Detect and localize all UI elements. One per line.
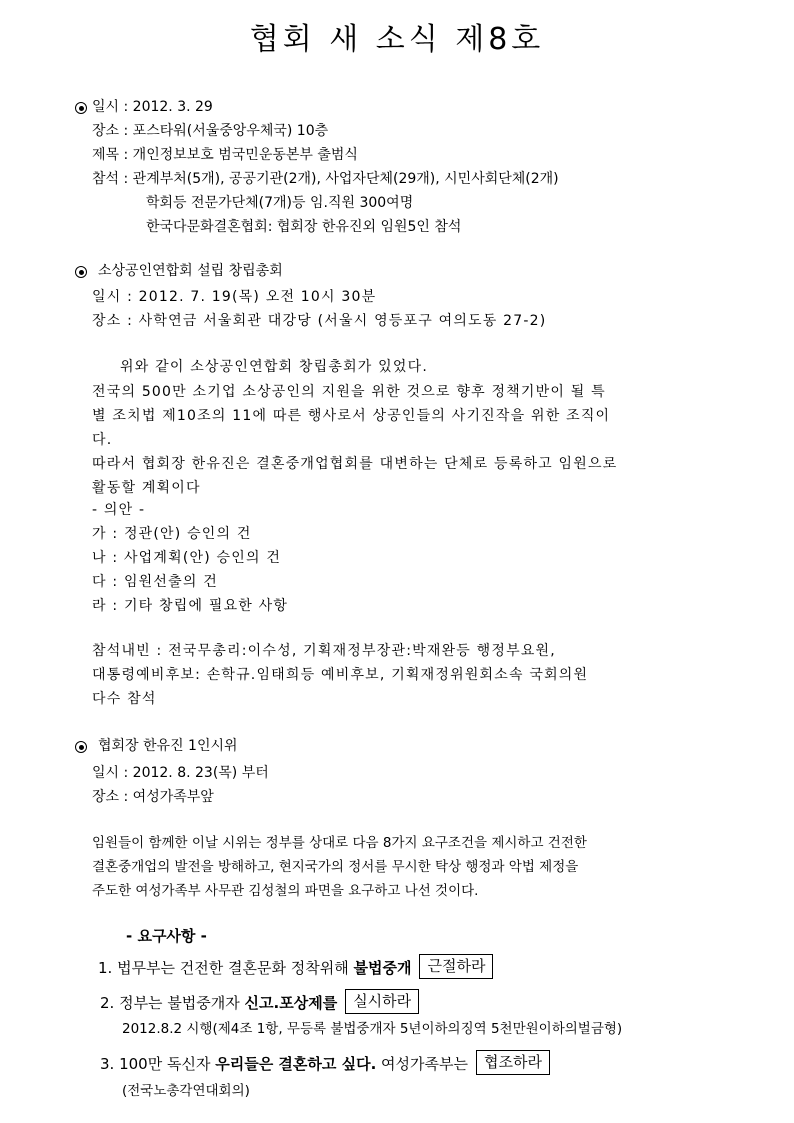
demand-1-box: 근절하라 [419, 954, 493, 979]
s3-para: 결혼중개업의 발전을 방해하고, 현지국가의 정서를 무시한 탁상 행정과 악법 제정을 [92, 859, 579, 875]
s2-para: 위와 같이 소상공인연합회 창립총회가 있었다. [120, 359, 429, 375]
s2-agenda-item: 나 : 사업계획(안) 승인의 건 [92, 550, 282, 566]
demand-1-text: 1. 법무부는 건전한 결혼문화 정착위해 [98, 959, 354, 977]
demands-heading: - 요구사항 - [126, 927, 207, 945]
demand-2-bold: 신고.포상제를 [244, 994, 338, 1012]
demand-2-note: 2012.8.2 시행(제4조 1항, 무등록 불법중개자 5년이하의징역 5천만원이하의벌금형) [122, 1021, 623, 1037]
s3-para: 임원들이 함께한 이날 시위는 정부를 상대로 다음 8가지 요구조건을 제시하고 건전한 [92, 835, 587, 851]
s2-para: 따라서 협회장 한유진은 결혼중개업협회를 대변하는 단체로 등록하고 임원으로 [92, 456, 618, 472]
demand-3-text: 3. 100만 독신자 [100, 1055, 216, 1073]
s2-para: 활동할 계획이다 [92, 480, 201, 496]
s2-agenda-item: 다 : 임원선출의 건 [92, 574, 218, 590]
s2-para: 다. [92, 432, 113, 448]
demand-3-note: (전국노총각연대회의) [122, 1083, 250, 1099]
s3-heading: 협회장 한유진 1인시위 [98, 738, 238, 754]
s2-para: 별 조치법 제10조의 11에 따른 행사로서 상공인들의 사기진작을 위한 조직이 [92, 408, 611, 424]
s2-guests: 참석내빈 : 전국무총리:이수성, 기획재정부장관:박재완등 행정부요원, [92, 643, 556, 659]
demand-1-bold: 불법중개 [353, 959, 412, 977]
s2-agenda-heading: - 의안 - [92, 502, 146, 518]
s3-date: 일시 : 2012. 8. 23(목) 부터 [92, 765, 269, 781]
s2-para: 전국의 500만 소기업 소상공인의 지원을 위한 것으로 향후 정책기반이 될 특 [92, 384, 606, 400]
demand-3 [100, 1050, 550, 1075]
demand-2 [100, 989, 419, 1014]
page-title: 협회 새 소식 제8호 [249, 22, 545, 57]
s1-attendees: 참석 : 관계부처(5개), 공공기관(2개), 사업자단체(29개), 시민사회단체(2개) [92, 171, 559, 187]
s3-place: 장소 : 여성가족부앞 [92, 789, 214, 805]
bullet-icon [75, 102, 87, 114]
demand-2-text: 2. 정부는 불법중개자 [100, 994, 245, 1012]
demand-1 [98, 954, 493, 979]
s1-attendees-3: 한국다문화결혼협회: 협회장 한유진외 임원5인 참석 [146, 219, 462, 235]
demand-3-mid: 여성가족부는 [376, 1055, 468, 1073]
bullet-icon [75, 266, 87, 278]
s1-place: 장소 : 포스타워(서울중앙우체국) 10층 [92, 123, 329, 139]
demand-2-box: 실시하라 [345, 989, 419, 1014]
s2-place: 장소 : 사학연금 서울회관 대강당 (서울시 영등포구 여의도동 27-2) [92, 313, 547, 329]
s3-para: 주도한 여성가족부 사무관 김성철의 파면을 요구하고 나선 것이다. [92, 883, 479, 899]
bullet-icon [75, 741, 87, 753]
s2-guests: 다수 참석 [92, 691, 157, 707]
s2-agenda-item: 라 : 기타 창립에 필요한 사항 [92, 598, 289, 614]
s2-heading: 소상공인연합회 설립 창립총회 [98, 263, 283, 279]
demand-3-box: 협조하라 [476, 1050, 550, 1075]
s2-agenda-item: 가 : 정관(안) 승인의 건 [92, 526, 252, 542]
s1-date: 일시 : 2012. 3. 29 [92, 99, 213, 115]
demand-3-bold: 우리들은 결혼하고 싶다. [215, 1055, 377, 1073]
s1-attendees-2: 학회등 전문가단체(7개)등 임.직원 300여명 [146, 195, 414, 211]
s2-date: 일시 : 2012. 7. 19(목) 오전 10시 30분 [92, 289, 377, 305]
s1-subject: 제목 : 개인정보보호 범국민운동본부 출범식 [92, 147, 358, 163]
s2-guests: 대통령예비후보: 손학규.임태희등 예비후보, 기획재정위원회소속 국회의원 [92, 667, 589, 683]
